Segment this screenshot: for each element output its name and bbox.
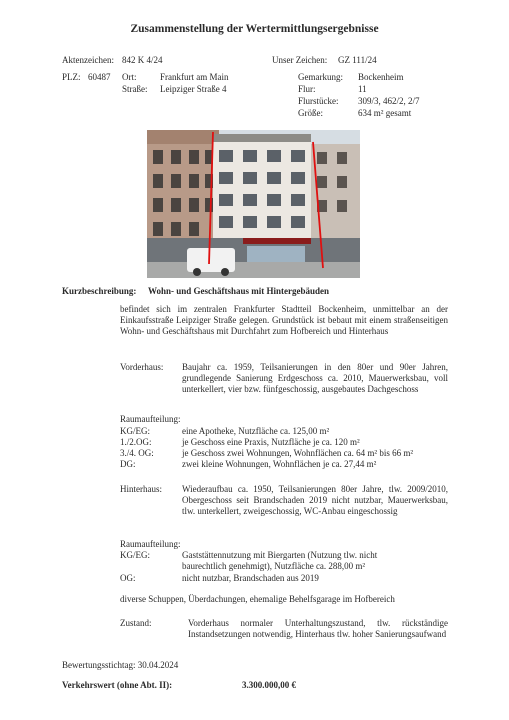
vorderhaus-floor-desc: zwei kleine Wohnungen, Wohnflächen je ca. 27,44 m² bbox=[182, 459, 377, 469]
groesse-label: Größe: bbox=[298, 108, 323, 118]
zustand-text: Vorderhaus normaler Unterhaltungszustand, tlw. rückständige Instandsetzungen notwendig, Hinterhaus tlw. hoher Sanierungsaufwand bbox=[188, 618, 448, 639]
hinterhaus-floor: KG/EG: bbox=[120, 550, 150, 560]
vorderhaus-label: Vorderhaus: bbox=[120, 362, 164, 372]
flur-label: Flur: bbox=[298, 84, 316, 94]
vorderhaus-floor-desc: je Geschoss eine Praxis, Nutzfläche je ca. 120 m² bbox=[182, 437, 360, 447]
vorderhaus-floor: 3./4. OG: bbox=[120, 448, 154, 458]
strasse-value: Leipziger Straße 4 bbox=[160, 84, 227, 94]
kurzbeschreibung-value: Wohn- und Geschäftshaus mit Hintergebäuden bbox=[148, 286, 330, 296]
hinterhaus-raumaufteilung-label: Raumaufteilung: bbox=[120, 539, 181, 549]
vorderhaus-floor: DG: bbox=[120, 459, 136, 469]
hinterhaus-floor-desc: Gaststättennutzung mit Biergarten (Nutzung tlw. nicht baurechtlich genehmigt), Nutzfläche ca. 288,00 m² bbox=[182, 550, 378, 571]
plz-label: PLZ: bbox=[62, 72, 81, 82]
hinterhaus-floor-desc: nicht nutzbar, Brandschaden aus 2019 bbox=[182, 573, 319, 583]
unser-zeichen-value: GZ 111/24 bbox=[338, 55, 377, 65]
hinterhaus-label: Hinterhaus: bbox=[120, 484, 162, 494]
plz-value: 60487 bbox=[88, 72, 111, 82]
vorderhaus-floor: 1./2.OG: bbox=[120, 437, 152, 447]
bewertungsstichtag: Bewertungsstichtag: 30.04.2024 bbox=[62, 660, 179, 670]
aktenzeichen-label: Aktenzeichen: bbox=[62, 55, 114, 65]
gemarkung-value: Bockenheim bbox=[358, 72, 404, 82]
vorderhaus-raumaufteilung-label: Raumaufteilung: bbox=[120, 414, 181, 424]
groesse-value: 634 m² gesamt bbox=[358, 108, 412, 118]
flurstuecke-label: Flurstücke: bbox=[298, 96, 339, 106]
flurstuecke-value: 309/3, 462/2, 2/7 bbox=[358, 96, 420, 106]
hinterhaus-extras: diverse Schuppen, Überdachungen, ehemalige Behelfsgarage im Hofbereich bbox=[120, 594, 395, 604]
hinterhaus-text: Wiederaufbau ca. 1950, Teilsanierungen 80er Jahre, tlw. 2009/2010, Obergeschoss seit Brandschaden 2019 nicht nutzbar, Mauerwerksbau, tlw. unterkellert, zweigeschossig, WC-Anbau eingeschossig bbox=[182, 484, 448, 516]
strasse-label: Straße: bbox=[122, 84, 148, 94]
aktenzeichen-value: 842 K 4/24 bbox=[122, 55, 163, 65]
vorderhaus-floor-desc: je Geschoss zwei Wohnungen, Wohnflächen ca. 64 m² bis 66 m² bbox=[182, 448, 414, 458]
gemarkung-label: Gemarkung: bbox=[298, 72, 343, 82]
ort-label: Ort: bbox=[122, 72, 137, 82]
flur-value: 11 bbox=[358, 84, 367, 94]
vorderhaus-text: Baujahr ca. 1959, Teilsanierungen in den 80er und 90er Jahren, grundlegende Sanierung Erdgeschoss ca. 2010, Mauerwerksbau, voll unterkellert, vier bzw. fünfgeschossig, ausgebautes Dachgeschoss bbox=[182, 362, 448, 394]
vorderhaus-floor: KG/EG: bbox=[120, 426, 150, 436]
hinterhaus-floor: OG: bbox=[120, 573, 136, 583]
building-photo bbox=[147, 130, 360, 278]
building-illustration bbox=[147, 130, 360, 278]
verkehrswert-label: Verkehrswert (ohne Abt. II): bbox=[62, 680, 173, 690]
zustand-label: Zustand: bbox=[120, 618, 152, 628]
page-title: Zusammenstellung der Wertermittlungsergebnisse bbox=[130, 23, 379, 35]
verkehrswert-value: 3.300.000,00 € bbox=[242, 680, 296, 690]
kurzbeschreibung-label: Kurzbeschreibung: bbox=[62, 286, 137, 296]
ort-value: Frankfurt am Main bbox=[160, 72, 229, 82]
vorderhaus-floor-desc: eine Apotheke, Nutzfläche ca. 125,00 m² bbox=[182, 426, 330, 436]
kurzbeschreibung-intro: befindet sich im zentralen Frankfurter Stadtteil Bockenheim, unmittelbar an der Einkaufsstraße Leipziger Straße gelegen. Grundstück ist bebaut mit einem straßenseitigen Wohn- und Geschäftshaus mit Durchfahrt zum Hofbereich und Hinterhaus bbox=[120, 304, 448, 336]
unser-zeichen-label: Unser Zeichen: bbox=[272, 55, 328, 65]
